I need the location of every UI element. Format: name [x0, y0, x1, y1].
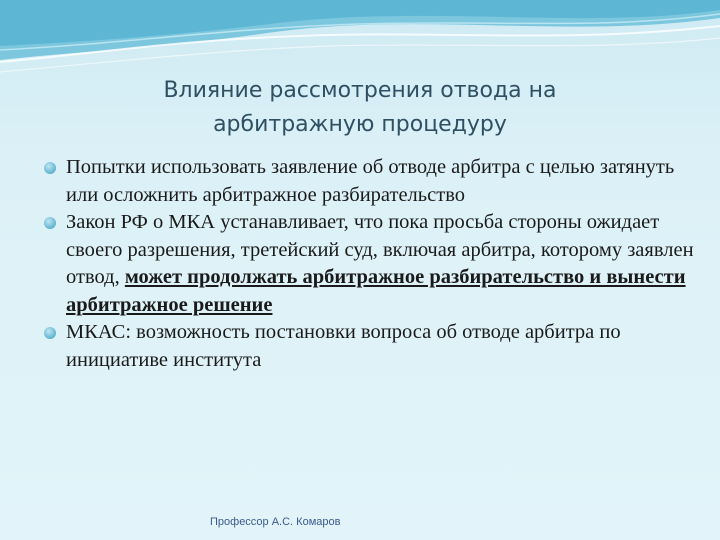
- round-bullet-icon: [44, 327, 56, 339]
- bullet-text: Попытки использовать заявление об отводе арбитра с целью затянуть или осложнить арбитражное разбирательство: [66, 156, 675, 206]
- bullet-text: Закон РФ о МКА устанавливает, что пока просьба стороны ожидает своего разрешения, третейский суд, включая арбитра, которому заявлен отвод,: [66, 211, 694, 288]
- bullet-list: [44, 154, 694, 374]
- round-bullet-icon: [44, 217, 56, 229]
- slide-title: [60, 74, 660, 142]
- bullet-emphasis-text: может продолжать арбитражное разбирательство и вынести арбитражное решение: [66, 266, 686, 316]
- bullet-item: [44, 319, 694, 374]
- bullet-text: МКАС: возможность постановки вопроса об отводе арбитра по инициативе института: [66, 321, 621, 371]
- slide-title-line-2: арбитражную процедуру: [213, 112, 507, 137]
- slide-footer-author: Профессор А.С. Комаров: [210, 516, 341, 528]
- slide-title-line-1: Влияние рассмотрения отвода на: [163, 78, 557, 103]
- bullet-item: [44, 209, 694, 319]
- bullet-item: [44, 154, 694, 209]
- round-bullet-icon: [44, 162, 56, 174]
